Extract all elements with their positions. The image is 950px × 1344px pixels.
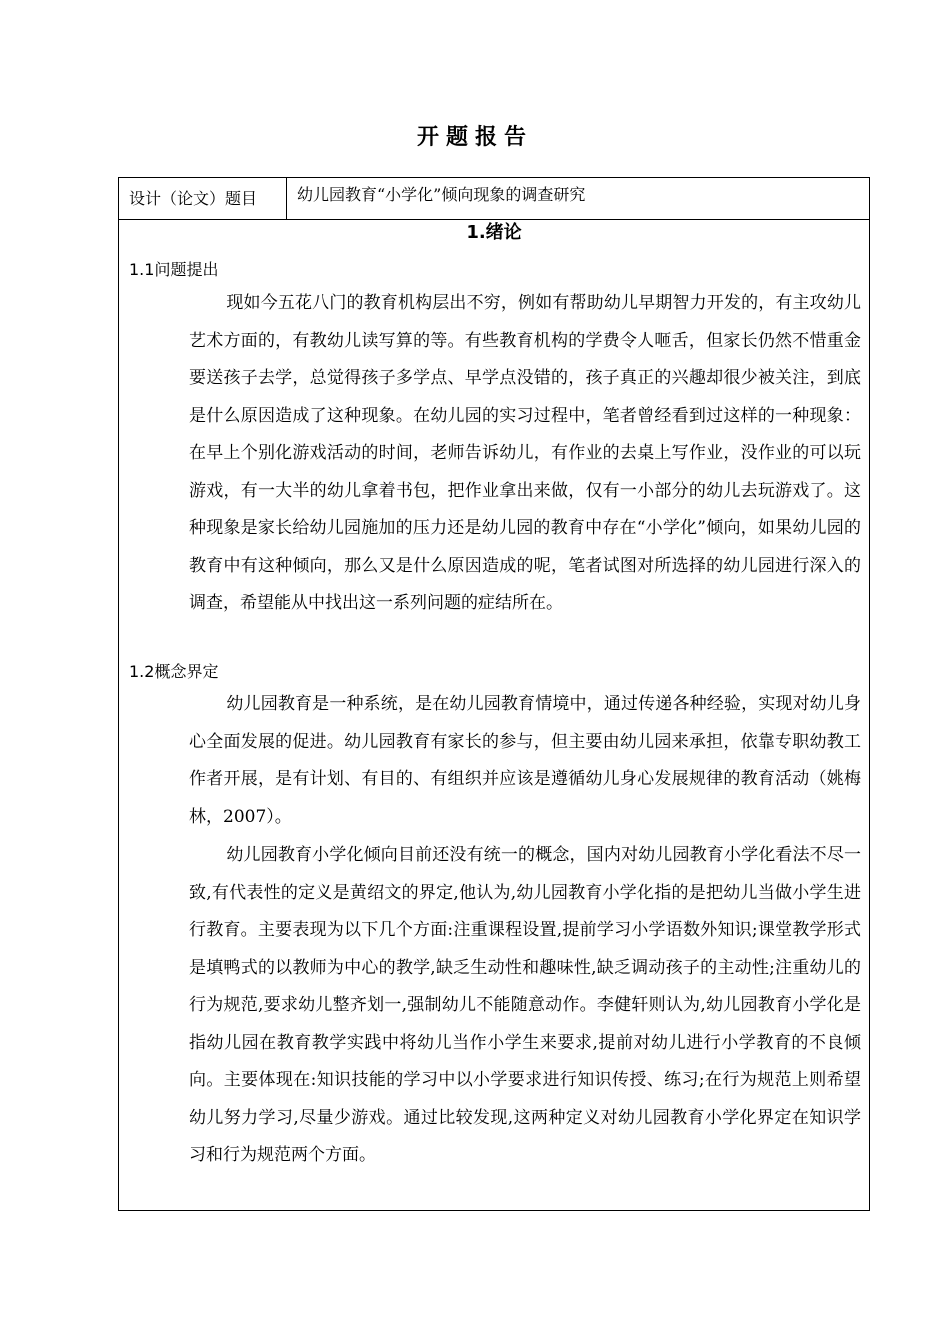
report-table bbox=[118, 177, 870, 1211]
paragraph-concept-definition: 幼儿园教育是一种系统，是在幼儿园教育情境中，通过传递各种经验，实现对幼儿身心全面发展的促进。幼儿园教育有家长的参与，但主要由幼儿园来承担，依靠专职幼教工作者开展，是有计划、有目的、有组织并应该是遵循幼儿身心发展规律的教育活动（姚梅林，2007）。 bbox=[189, 694, 861, 827]
paragraph-problem: 现如今五花八门的教育机构层出不穷，例如有帮助幼儿早期智力开发的，有主攻幼儿艺术方面的，有教幼儿读写算的等。有些教育机构的学费令人咂舌，但家长仍然不惜重金要送孩子去学，总觉得孩子多学点、早学点没错的，孩子真正的兴趣却很少被关注，到底是什么原因造成了这种现象。在幼儿园的实习过程中，笔者曾经看到过这样的一种现象：在早上个别化游戏活动的时间，老师告诉幼儿，有作业的去桌上写作业，没作业的可以玩游戏，有一大半的幼儿拿着书包，把作业拿出来做，仅有一小部分的幼儿去玩游戏了。这种现象是家长给幼儿园施加的压力还是幼儿园的教育中存在“小学化”倾向，如果幼儿园的教育中有这种倾向，那么又是什么原因造成的呢，笔者试图对所选择的幼儿园进行深入的调查，希望能从中找出这一系列问题的症结所在。 bbox=[189, 293, 861, 613]
table-column-divider bbox=[286, 178, 287, 219]
paragraph-concept-tendency: 幼儿园教育小学化倾向目前还没有统一的概念，国内对幼儿园教育小学化看法不尽一致,有代表性的定义是黄绍文的界定,他认为,幼儿园教育小学化指的是把幼儿当做小学生进行教育。主要表现为以下几个方面:注重课程设置,提前学习小学语数外知识;课堂教学形式是填鸭式的以教师为中心的教学,缺乏生动性和趣味性,缺乏调动孩子的主动性;注重幼儿的行为规范,要求幼儿整齐划一,强制幼儿不能随意动作。李健轩则认为,幼儿园教育小学化是指幼儿园在教育教学实践中将幼儿当作小学生来要求,提前对幼儿进行小学教育的不良倾向。主要体现在:知识技能的学习中以小学要求进行知识传授、练习;在行为规范上则希望幼儿努力学习,尽量少游戏。通过比较发现,这两种定义对幼儿园教育小学化界定在知识学习和行为规范两个方面。 bbox=[189, 845, 861, 1165]
section-heading-concept: 1.2概念界定 bbox=[129, 662, 219, 681]
chapter-heading: 1.绪论 bbox=[466, 222, 522, 243]
page-title: 开题报告 bbox=[416, 125, 533, 150]
topic-label: 设计（论文）题目 bbox=[129, 189, 258, 208]
section-heading-problem: 1.1问题提出 bbox=[129, 260, 219, 279]
topic-value: 幼儿园教育“小学化”倾向现象的调查研究 bbox=[297, 185, 586, 204]
